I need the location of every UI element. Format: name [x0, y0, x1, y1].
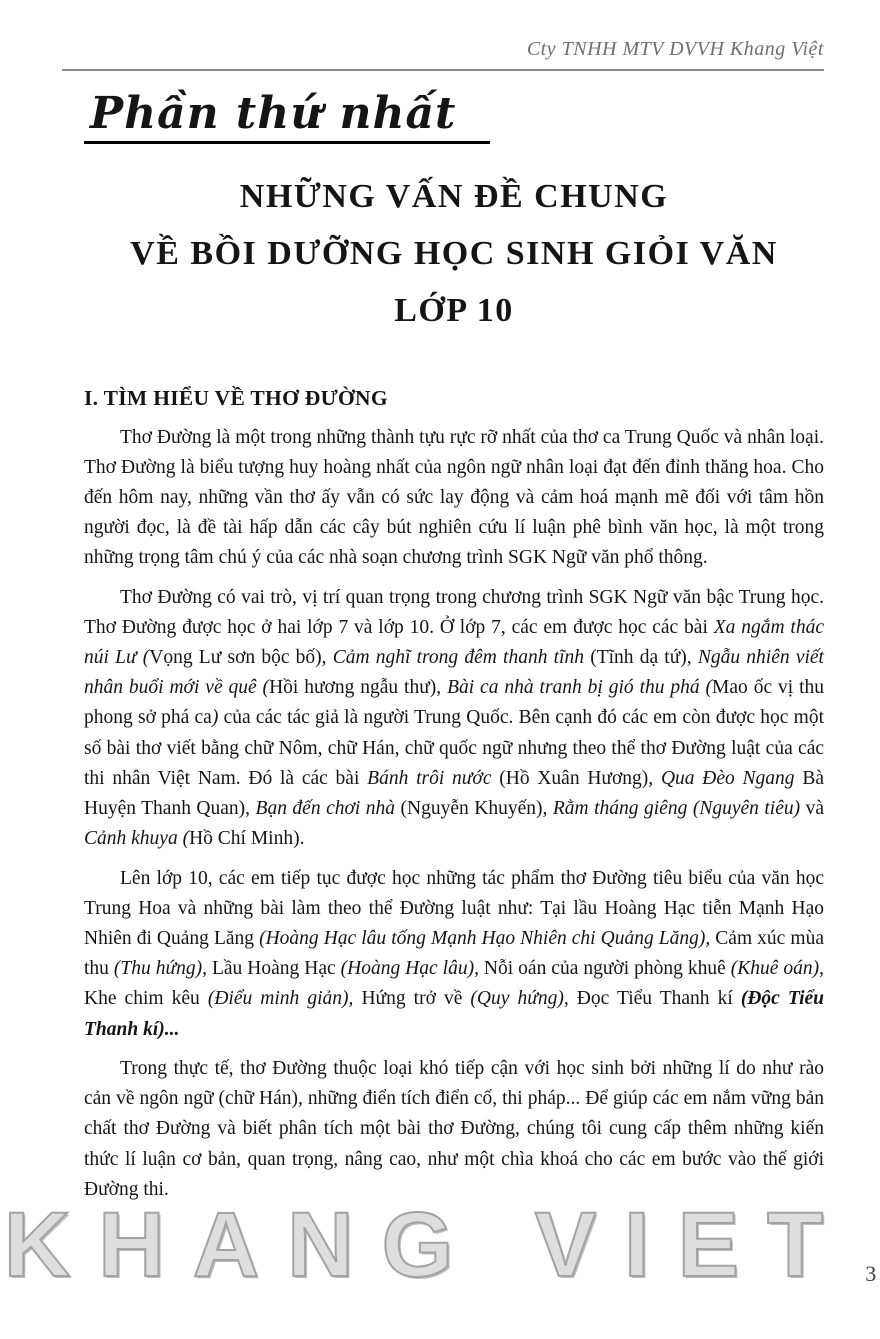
paragraph-3: Lên lớp 10, các em tiếp tục được học những tác phẩm thơ Đường tiêu biểu của văn học Trung Hoa và những bài làm theo thể Đường luật như: Tại lầu Hoàng Hạc tiễn Mạnh Hạo Nhiên đi Quảng Lăng (Hoàng Hạc lâu tống Mạnh Hạo Nhiên chi Quảng Lăng), Cảm xúc mùa thu (Thu hứng), Lầu Hoàng Hạc (Hoàng Hạc lâu), Nỗi oán của người phòng khuê (Khuê oán), Khe chim kêu (Điểu minh giản), Hứng trở về (Quy hứng), Đọc Tiểu Thanh kí (Độc Tiểu Thanh kí)...: [84, 867, 825, 1040]
page-number: 3: [865, 1261, 877, 1286]
body-text: [84, 423, 824, 1205]
main-title-line-2: VỀ BỒI DƯỠNG HỌC SINH GIỎI VĂN: [130, 235, 778, 273]
page-header: [84, 38, 824, 61]
paragraph-1: Thơ Đường là một trong những thành tựu rực rỡ nhất của thơ ca Trung Quốc và nhân loại. Thơ Đường là biểu tượng huy hoàng nhất của ngôn ngữ nhân loại đạt đến đỉnh thăng hoa. Cho đến hôm nay, những vần thơ ấy vẫn có sức lay động và cảm hoá mạnh mẽ đối với tâm hồn người đọc, là đề tài hấp dẫn các cây bút nghiên cứu lí luận phê bình văn học, là một trong những trọng tâm chú ý của các nhà soạn chương trình SGK Ngữ văn phổ thông.: [84, 426, 824, 569]
main-title-line-3: LỚP 10: [394, 292, 514, 330]
publisher-watermark: KHANG VIET: [3, 1194, 852, 1296]
main-title: [84, 168, 824, 339]
paragraph-2: Thơ Đường có vai trò, vị trí quan trọng trong chương trình SGK Ngữ văn bậc Trung học. Thơ Đường được học ở hai lớp 7 và lớp 10. Ở lớp 7, các em được học các bài Xa ngắm thác núi Lư (Vọng Lư sơn bộc bố), Cảm nghĩ trong đêm thanh tĩnh (Tĩnh dạ tứ), Ngẫu nhiên viết nhân buổi mới về quê (Hồi hương ngẫu thư), Bài ca nhà tranh bị gió thu phá (Mao ốc vị thu phong sở phá ca) của các tác giả là người Trung Quốc. Bên cạnh đó các em còn được học một số bài thơ viết bằng chữ Nôm, chữ Hán, chữ quốc ngữ nhưng theo thể thơ Đường luật của các thi nhân Việt Nam. Đó là các bài Bánh trôi nước (Hồ Xuân Hương), Qua Đèo Ngang Bà Huyện Thanh Quan), Bạn đến chơi nhà (Nguyễn Khuyến), Rằm tháng giêng (Nguyên tiêu) và Cảnh khuya (Hồ Chí Minh).: [84, 586, 825, 850]
paragraph-4: Trong thực tế, thơ Đường thuộc loại khó tiếp cận với học sinh bởi những lí do như rào cản về ngôn ngữ (chữ Hán), những điển tích điển cố, thi pháp... Để giúp các em nắm vững bản chất thơ Đường và biết phân tích một bài thơ Đường, chúng tôi cung cấp thêm những kiến thức lí luận cơ bản, quan trọng, nâng cao, như một chìa khoá cho các em bước vào thế giới Đường thi.: [84, 1057, 824, 1200]
main-title-line-1: NHỮNG VẤN ĐỀ CHUNG: [239, 178, 669, 216]
page-footer: [0, 1194, 880, 1296]
part-title: Phần thứ nhất: [84, 91, 490, 144]
publisher-name: Cty TNHH MTV DVVH Khang Việt: [526, 38, 824, 60]
section-heading: I. TÌM HIỂU VỀ THƠ ĐƯỜNG: [84, 385, 388, 410]
